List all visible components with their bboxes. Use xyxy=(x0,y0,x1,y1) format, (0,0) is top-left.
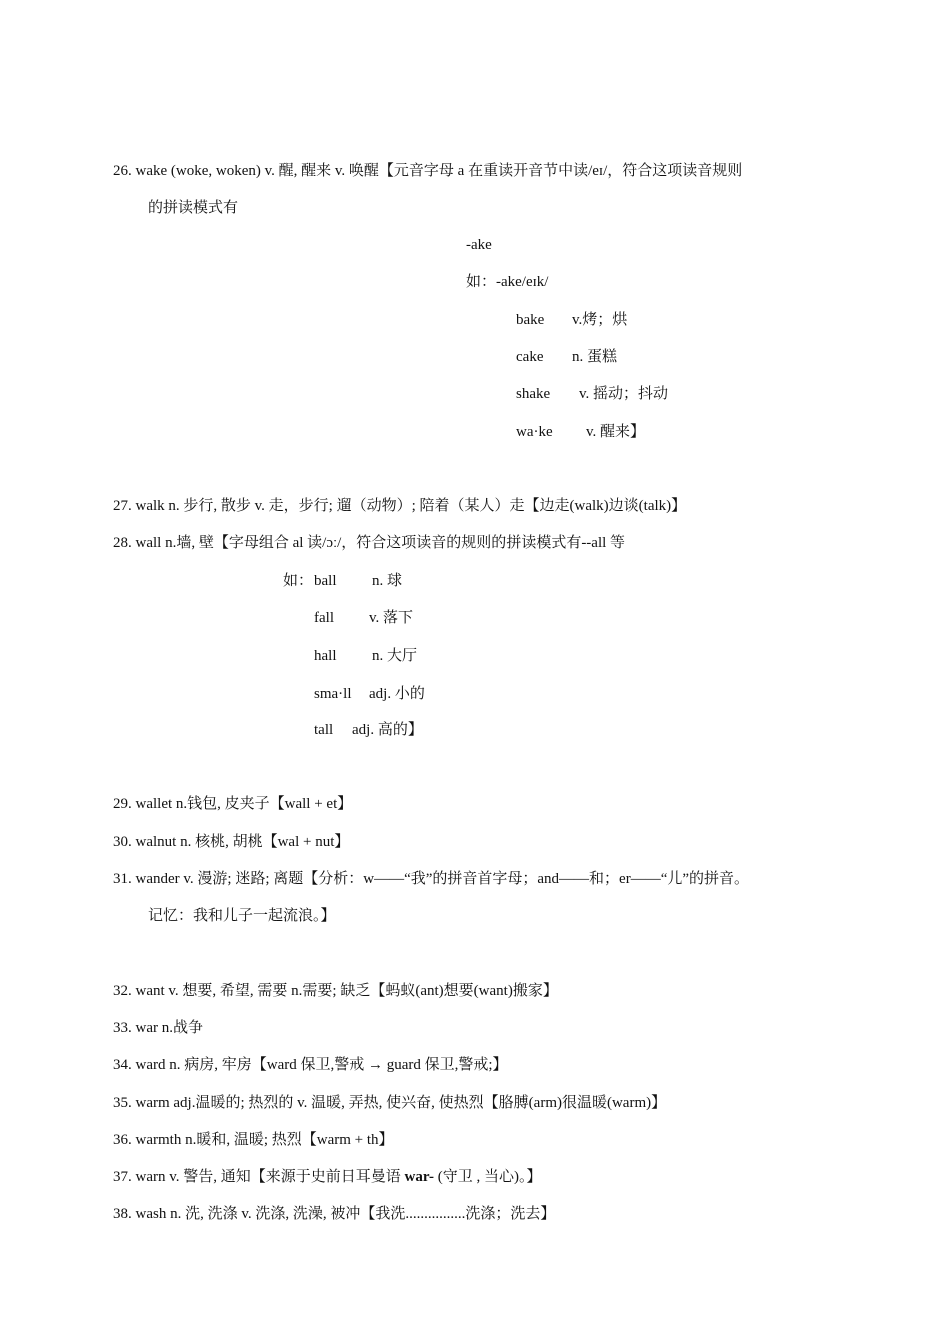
example-gloss: adj. 高的】 xyxy=(352,722,423,738)
example-gloss: v. 摇动；抖动 xyxy=(579,386,669,402)
example-word: cake xyxy=(516,349,544,365)
example-gloss: adj. 小的 xyxy=(369,686,425,702)
entry-26-line-1: 26. wake (woke, woken) v. 醒, 醒来 v. 唤醒【元音字母 a 在重读开音节中读/eɪ/，符合这项读音规则 xyxy=(113,163,743,179)
example-word: bake xyxy=(516,312,545,328)
entry-30: 30. walnut n. 核桃, 胡桃【wal + nut】 xyxy=(113,834,350,850)
entry-28-example xyxy=(314,684,425,704)
entry-26-example xyxy=(516,347,617,367)
example-word: sma·ll xyxy=(314,686,352,702)
entry-26-example xyxy=(516,422,645,442)
entry-28-example xyxy=(314,608,413,628)
entry-32: 32. want v. 想要, 希望, 需要 n.需要; 缺乏【蚂蚁(ant)想要(want)搬家】 xyxy=(113,983,558,999)
entry-28-example xyxy=(314,571,402,591)
example-word: fall xyxy=(314,610,334,626)
entry-37-text-end: (守卫 , 当心)。】 xyxy=(433,1169,542,1185)
example-word: shake xyxy=(516,386,551,402)
entry-26-example xyxy=(516,384,668,404)
entry-31-line-1: 31. wander v. 漫游; 迷路; 离题【分析：w——“我”的拼音首字母；and——和；er——“儿”的拼音。 xyxy=(113,871,750,887)
entry-37 xyxy=(113,1167,541,1187)
entry-33: 33. war n.战争 xyxy=(113,1020,203,1036)
example-gloss: v. 醒来】 xyxy=(586,424,646,440)
example-gloss: n. 大厅 xyxy=(372,648,418,664)
entry-27: 27. walk n. 步行, 散步 v. 走，步行; 遛（动物）; 陪着（某人）走【边走(walk)边谈(talk)】 xyxy=(113,498,687,514)
example-gloss: n. 蛋糕 xyxy=(572,349,618,365)
entry-28-line-1: 28. wall n.墙, 壁【字母组合 al 读/ɔː/，符合这项读音的规则的拼读模式有--all 等 xyxy=(113,535,626,551)
entry-35: 35. warm adj.温暖的; 热烈的 v. 温暖, 弄热, 使兴奋, 使热烈【胳膊(arm)很温暖(warm)】 xyxy=(113,1095,667,1111)
entry-29: 29. wallet n.钱包, 皮夹子【wall + et】 xyxy=(113,796,353,812)
entry-31-line-2: 记忆：我和儿子一起流浪。】 xyxy=(148,908,336,924)
entry-37-root: war- xyxy=(404,1169,434,1185)
entry-26-pattern: -ake xyxy=(466,237,492,253)
entry-28-example-prefix: 如： xyxy=(283,573,314,589)
example-word: tall xyxy=(314,722,334,738)
entry-37-text: 37. warn v. 警告, 通知【来源于史前日耳曼语 xyxy=(113,1169,405,1185)
entry-28-example xyxy=(314,646,417,666)
entry-38: 38. wash n. 洗, 洗涤 v. 洗涤, 洗澡, 被冲【我洗................洗涤；洗去】 xyxy=(113,1206,556,1222)
example-gloss: v.烤；烘 xyxy=(572,312,628,328)
entry-28-example xyxy=(314,720,423,740)
entry-26-line-2: 的拼读模式有 xyxy=(148,200,239,216)
example-gloss: v. 落下 xyxy=(369,610,414,626)
entry-36: 36. warmth n.暖和, 温暖; 热烈【warm + th】 xyxy=(113,1132,394,1148)
example-word: wa·ke xyxy=(516,424,553,440)
example-word: hall xyxy=(314,648,337,664)
entry-34: 34. ward n. 病房, 牢房【ward 保卫,警戒 → guard 保卫,警戒;】 xyxy=(113,1057,508,1073)
entry-26-example-head: 如：-ake/eɪk/ xyxy=(466,274,549,290)
example-gloss: n. 球 xyxy=(372,573,403,589)
example-word: ball xyxy=(314,573,337,589)
entry-26-example xyxy=(516,310,627,330)
